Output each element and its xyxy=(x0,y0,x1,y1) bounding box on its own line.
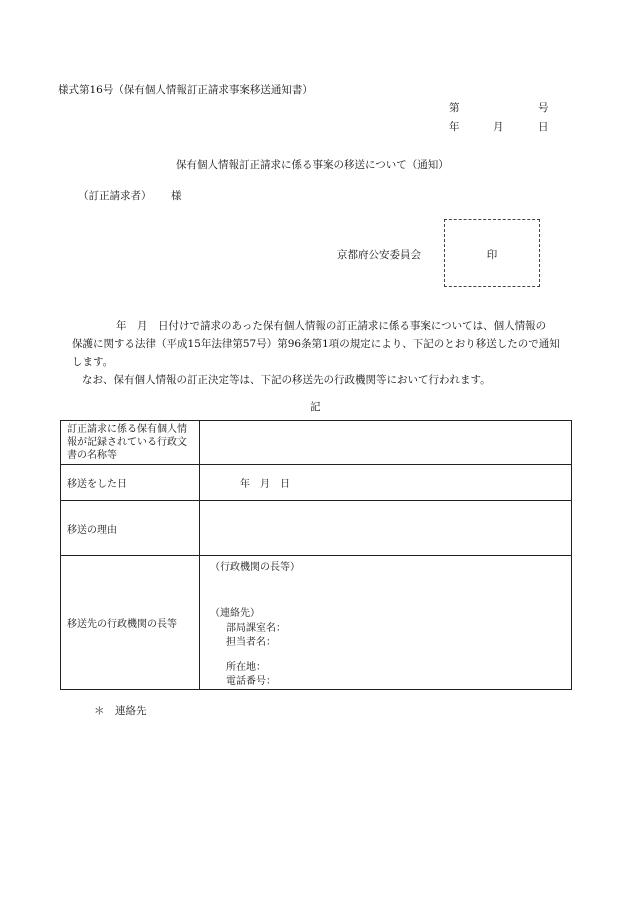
table-row xyxy=(61,465,572,501)
seal-mark: 印 xyxy=(486,249,498,261)
date-month: 月 xyxy=(493,121,504,133)
body-line-4: なお、保有個人情報の訂正決定等は、下記の移送先の行政機関等において行われます。 xyxy=(82,374,491,386)
document-name-value xyxy=(200,421,572,465)
phone-label: 電話番号： xyxy=(226,676,276,687)
address-label: 所在地： xyxy=(226,662,266,673)
note-heading: 記 xyxy=(310,401,321,413)
transfer-reason-label: 移送の理由 xyxy=(61,501,200,556)
issuer-name: 京都府公安委員会 xyxy=(337,249,421,261)
destination-details xyxy=(200,556,571,689)
body-line-1: 年 月 日付けで請求のあった保有個人情報の訂正請求に係る事案については、個人情報の xyxy=(116,320,547,332)
document-name-label: 訂正請求に係る保有個人情報が記録されている行政文書の名称等 xyxy=(61,421,200,465)
department-label: 部局課室名： xyxy=(226,623,286,634)
destination-label: 移送先の行政機関の長等 xyxy=(61,556,200,690)
footnote: ＊ 連絡先 xyxy=(94,705,147,717)
destination-head: （行政機関の長等） xyxy=(210,562,300,573)
document-title: 保有個人情報訂正請求に係る事案の移送について（通知） xyxy=(176,159,449,171)
form-id: 様式第16号（保有個人情報訂正請求事案移送通知書） xyxy=(58,84,313,96)
transfer-date-value: 年 月 日 xyxy=(200,465,572,501)
seal-box xyxy=(444,219,540,287)
body-line-2: 保護に関する法律（平成15年法律第57号）第96条第1項の規定により、下記のとおり移送したので通知 xyxy=(72,338,560,350)
transfer-reason-value xyxy=(200,501,572,556)
table-row xyxy=(61,421,572,465)
destination-value xyxy=(200,556,572,690)
addressee-name: （訂正請求者） xyxy=(78,190,152,202)
transfer-details-table xyxy=(60,420,572,690)
date-day: 日 xyxy=(538,121,549,133)
table-row xyxy=(61,501,572,556)
person-label: 担当者名： xyxy=(226,637,276,648)
transfer-date-label: 移送をした日 xyxy=(61,465,200,501)
date-year: 年 xyxy=(449,121,460,133)
addressee-honorific: 様 xyxy=(171,190,182,202)
doc-number-prefix: 第 xyxy=(449,102,460,114)
table-row xyxy=(61,556,572,690)
contact-heading: （連絡先） xyxy=(210,608,260,619)
doc-number-suffix: 号 xyxy=(538,102,549,114)
body-line-3: します。 xyxy=(72,356,114,368)
